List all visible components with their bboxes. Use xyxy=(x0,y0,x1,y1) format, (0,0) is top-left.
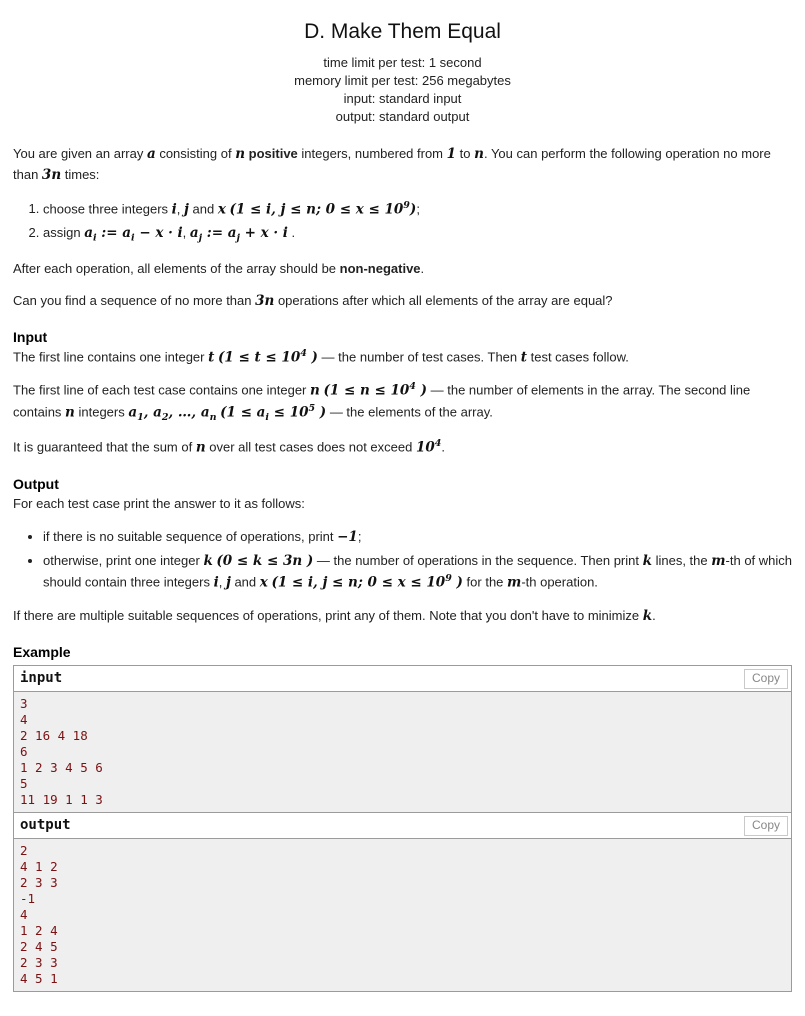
text-run: . xyxy=(287,224,296,240)
math-expression: x xyxy=(259,573,268,590)
text-run: For each test case print the answer to it as follows: xyxy=(13,495,305,511)
math-expression: i xyxy=(213,573,219,590)
math-expression: 3n xyxy=(255,293,275,310)
text-run: lines, the xyxy=(651,552,712,568)
math-expression: := a xyxy=(96,224,132,241)
bullet-list xyxy=(13,527,792,593)
text-run: for the xyxy=(462,573,508,589)
math-expression: −1 xyxy=(337,528,358,545)
math-expression: , …, a xyxy=(168,404,210,421)
math-expression: := a xyxy=(202,224,237,241)
math-expression: i xyxy=(131,232,135,244)
sample-input-lines xyxy=(14,692,791,813)
sample-line: 4 5 1 xyxy=(20,970,58,986)
math-expression: j xyxy=(236,232,240,244)
math-expression: ) xyxy=(451,573,463,590)
math-expression: ) xyxy=(409,200,417,217)
sample-output-block xyxy=(14,813,791,991)
sample-output-lines xyxy=(14,839,791,991)
paragraph xyxy=(13,494,792,514)
limit-line: memory limit per test: 256 megabytes xyxy=(294,72,511,88)
math-expression: k xyxy=(203,552,213,569)
text-run: if there is no suitable sequence of operations, print xyxy=(43,528,338,544)
math-expression: (1 ≤ i, j ≤ n; 0 ≤ x ≤ 10 xyxy=(229,200,404,217)
sample-line: 4 xyxy=(20,906,28,922)
math-expression: m xyxy=(507,573,522,590)
paragraph xyxy=(13,606,792,627)
sample-line: 1 2 3 4 5 6 xyxy=(20,759,103,775)
limit-line: input: standard input xyxy=(343,90,462,106)
text-run: over all test cases does not exceed xyxy=(205,439,416,455)
math-expression: (1 ≤ n ≤ 10 xyxy=(323,382,410,399)
paragraph xyxy=(13,259,792,279)
sample-input-title: input xyxy=(20,669,63,686)
math-expression: ) xyxy=(415,382,427,399)
text-run: — the number of elements in the array. The second line contains xyxy=(13,382,751,420)
text-run: times: xyxy=(61,166,100,182)
list-item xyxy=(43,551,792,593)
math-expression: n xyxy=(195,439,206,456)
sample-line: 6 xyxy=(20,743,28,759)
limit-line: output: standard output xyxy=(335,108,470,124)
sample-output-title: output xyxy=(20,816,71,833)
math-expression: m xyxy=(711,552,726,569)
section-heading: Input xyxy=(13,329,48,346)
sample-line: 2 3 3 xyxy=(20,954,58,970)
sample-input-header xyxy=(14,666,791,692)
text-run: integers xyxy=(74,404,129,420)
math-expression: ) xyxy=(315,404,327,421)
math-expression: k xyxy=(642,552,652,569)
math-expression: ) xyxy=(302,552,314,569)
paragraph xyxy=(13,380,792,425)
sample-line: 3 xyxy=(20,695,28,711)
math-expression: 3n xyxy=(41,166,62,183)
sample-line: 2 xyxy=(20,842,28,858)
text-run: test cases follow. xyxy=(527,349,629,365)
text-run: integers, numbered from xyxy=(297,145,447,161)
math-expression: 9 xyxy=(445,572,452,584)
text-run: — the number of test cases. Then xyxy=(317,349,521,365)
problem-statement-body xyxy=(13,144,792,627)
ordered-list xyxy=(13,199,792,247)
math-expression: t xyxy=(520,349,527,366)
math-expression: 4 xyxy=(409,381,416,393)
math-expression: , a xyxy=(143,404,162,421)
math-expression: ) xyxy=(306,349,318,366)
sample-line: 2 3 3 xyxy=(20,874,58,890)
copy-input-button[interactable]: Copy xyxy=(744,669,788,689)
text-run: . You can perform the following operation no more than xyxy=(13,145,771,182)
math-expression: t xyxy=(208,349,215,366)
math-expression: 2 xyxy=(161,411,169,423)
text-run: non-negative xyxy=(339,261,421,277)
math-expression: n xyxy=(235,145,246,162)
sample-line: 4 xyxy=(20,711,28,727)
text-run: If there are multiple suitable sequences of operations, print any of them. Note that you don't have to minimize xyxy=(13,607,643,623)
math-expression: + x · i xyxy=(239,224,288,241)
sample-line: 11 19 1 1 3 xyxy=(20,791,103,807)
text-run: , xyxy=(176,200,185,216)
text-run: and xyxy=(188,200,218,216)
paragraph xyxy=(13,291,792,312)
math-expression: 9 xyxy=(403,199,410,211)
math-expression: (1 ≤ i, j ≤ n; 0 ≤ x ≤ 10 xyxy=(271,573,446,590)
math-expression: 10 xyxy=(415,439,435,456)
math-expression: i xyxy=(92,232,97,244)
problem-title: D. Make Them Equal xyxy=(304,20,501,43)
math-expression: n xyxy=(65,404,75,421)
sample-output-header xyxy=(14,813,791,839)
math-expression: a xyxy=(189,224,199,241)
text-run: . xyxy=(652,607,656,623)
math-expression: 5 xyxy=(308,402,316,414)
sample-tests xyxy=(13,665,792,992)
text-run: It is guaranteed that the sum of xyxy=(13,439,196,455)
paragraph xyxy=(13,144,792,186)
sample-line: 4 1 2 xyxy=(20,858,58,874)
text-run: Can you find a sequence of no more than xyxy=(13,293,256,309)
list-item xyxy=(43,199,792,220)
text-run: , xyxy=(218,573,226,589)
math-expression: 1 xyxy=(446,145,457,162)
copy-output-button[interactable]: Copy xyxy=(744,816,788,836)
sample-line: 1 2 4 xyxy=(20,922,58,938)
text-run: The first line contains one integer xyxy=(13,349,209,365)
math-expression: a xyxy=(84,224,93,241)
math-expression: ≤ 10 xyxy=(268,404,309,421)
math-expression: n xyxy=(474,145,484,162)
math-expression: j xyxy=(225,573,231,590)
text-run: You are given an array xyxy=(13,145,147,161)
text-run: — the number of operations in the sequence. Then print xyxy=(313,552,643,568)
text-run: consisting of xyxy=(155,145,236,161)
text-run: assign xyxy=(43,224,85,240)
sample-line: 2 4 5 xyxy=(20,938,58,954)
math-expression: 4 xyxy=(300,348,307,360)
paragraph xyxy=(13,437,792,458)
math-expression: j xyxy=(184,200,189,217)
list-item xyxy=(43,223,792,246)
text-run: The first line of each test case contains one integer xyxy=(13,382,311,398)
sample-input-block xyxy=(14,666,791,813)
text-run: . xyxy=(441,439,446,455)
math-expression: (0 ≤ k ≤ 3n xyxy=(216,552,303,569)
text-run: choose three integers xyxy=(43,200,172,216)
text-run: ; xyxy=(357,528,362,544)
text-run: — the elements of the array. xyxy=(326,404,493,420)
math-expression: x xyxy=(217,200,226,217)
math-expression: a xyxy=(146,145,156,162)
text-run: to xyxy=(456,145,475,161)
sample-line: 5 xyxy=(20,775,28,791)
text-run: positive xyxy=(248,145,298,161)
math-expression: (1 ≤ a xyxy=(220,404,266,421)
sample-line: -1 xyxy=(20,890,36,906)
math-expression: i xyxy=(171,200,177,217)
math-expression: a xyxy=(128,404,138,421)
text-run: After each operation, all elements of the array should be xyxy=(13,261,340,277)
text-run: otherwise, print one integer xyxy=(43,552,204,568)
list-item xyxy=(43,527,792,548)
problem-limits xyxy=(13,54,792,126)
paragraph xyxy=(13,347,792,368)
math-expression: (1 ≤ t ≤ 10 xyxy=(217,349,301,366)
math-expression: − x · i xyxy=(134,224,183,241)
example-heading: Example xyxy=(13,643,71,660)
math-expression: k xyxy=(642,607,653,624)
text-run: -th operation. xyxy=(521,573,598,589)
text-run: and xyxy=(230,573,260,589)
math-expression: 1 xyxy=(137,411,144,423)
math-expression: 4 xyxy=(434,438,442,450)
math-expression: j xyxy=(198,232,203,244)
math-expression: i xyxy=(265,411,269,423)
text-run: -th of which should contain three integers xyxy=(43,552,793,589)
text-run: operations after which all elements of the array are equal? xyxy=(274,293,613,309)
text-run: . xyxy=(420,261,425,277)
math-expression: n xyxy=(310,382,320,399)
section-heading: Output xyxy=(13,475,59,492)
sample-line: 2 16 4 18 xyxy=(20,727,88,743)
text-run: ; xyxy=(416,200,420,216)
text-run: , xyxy=(182,224,190,240)
math-expression: n xyxy=(209,411,217,423)
limit-line: time limit per test: 1 second xyxy=(323,55,482,70)
